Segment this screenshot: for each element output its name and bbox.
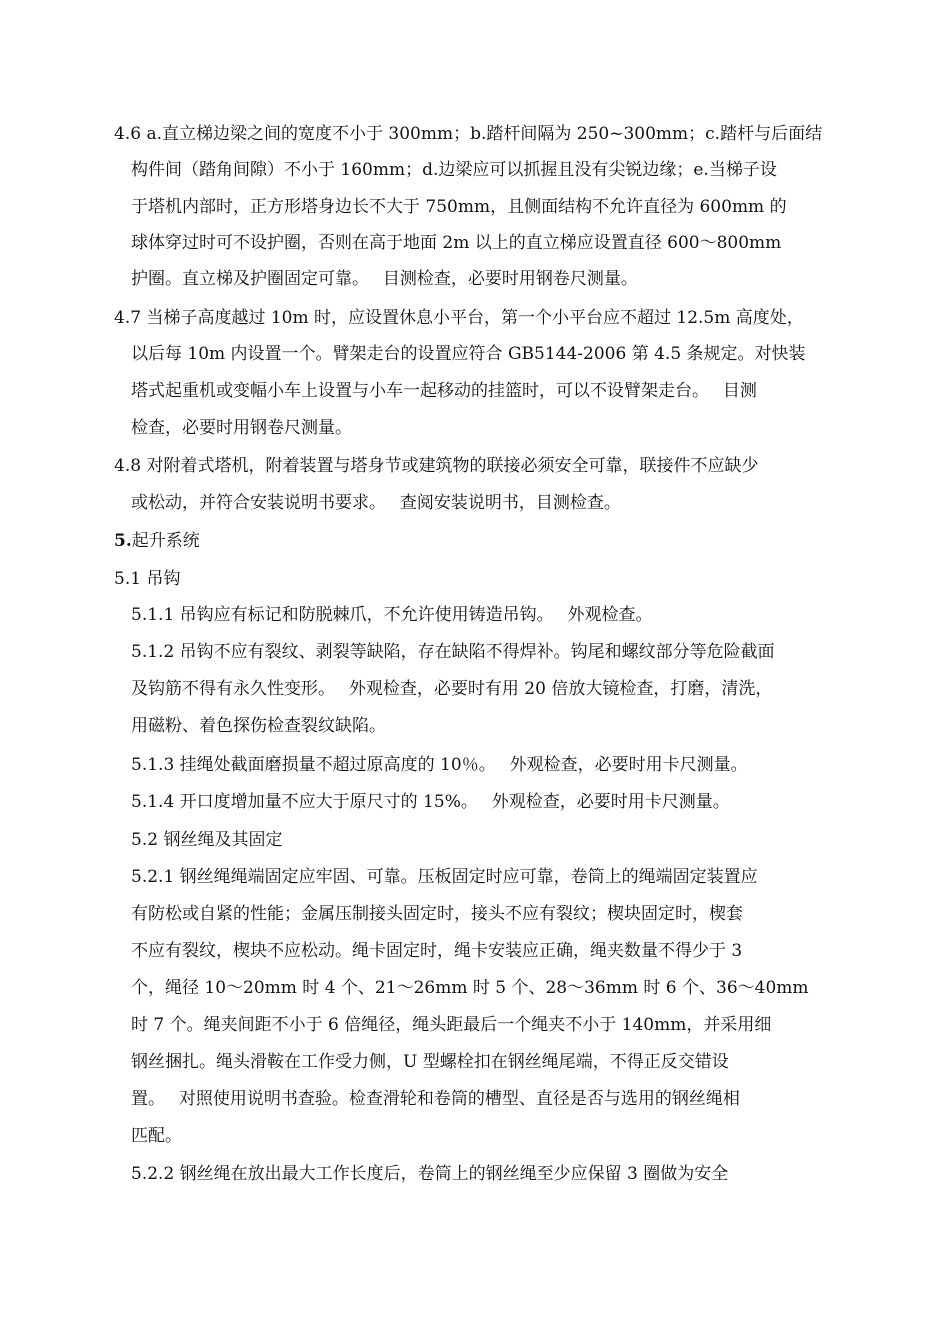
text-line-5-2-1-h: 匹配。 bbox=[131, 1126, 182, 1146]
text-line-4-7-d: 检查，必要时用钢卷尺测量。 bbox=[131, 418, 352, 438]
text-line-5-2-1-a: 5.2.1 钢丝绳绳端固定应牢固、可靠。压板固定时应可靠，卷筒上的绳端固定装置应 bbox=[131, 867, 758, 887]
text-line-5-2-1-e: 时 7 个。绳夹间距不小于 6 倍绳径，绳头距最后一个绳夹不小于 140mm，并采用细 bbox=[131, 1015, 772, 1035]
text-line-5-2-1-c: 不应有裂纹，楔块不应松动。绳卡固定时，绳卡安装应正确，绳夹数量不得少于 3 bbox=[131, 941, 743, 961]
text-line-5-1-1: 5.1.1 吊钩应有标记和防脱棘爪，不允许使用铸造吊钩。 外观检查。 bbox=[131, 605, 653, 625]
section-heading-5 bbox=[114, 530, 200, 552]
text-line-5-2-2: 5.2.2 钢丝绳在放出最大工作长度后，卷筒上的钢丝绳至少应保留 3 圈做为安全 bbox=[131, 1164, 729, 1184]
text-line-5-2-1-g: 置。 对照使用说明书查验。检查滑轮和卷筒的槽型、直径是否与选用的钢丝绳相 bbox=[131, 1089, 740, 1109]
text-line-5-1-2-b: 及钩筋不得有永久性变形。 外观检查，必要时有用 20 倍放大镜检查，打磨，清洗， bbox=[131, 679, 773, 699]
text-line-4-6-e: 护圈。直立梯及护圈固定可靠。 目测检查，必要时用钢卷尺测量。 bbox=[131, 269, 638, 289]
text-line-5-2-1-f: 钢丝捆扎。绳头滑鞍在工作受力侧，U 型螺栓扣在钢丝绳尾端，不得正反交错设 bbox=[131, 1052, 729, 1072]
subsection-heading-5-1: 5.1 吊钩 bbox=[114, 569, 181, 589]
text-line-5-2-1-b: 有防松或自紧的性能；金属压制接头固定时，接头不应有裂纹；楔块固定时，楔套 bbox=[131, 904, 743, 924]
text-line-4-7-b: 以后每 10m 内设置一个。臂架走台的设置应符合 GB5144-2006 第 4.5 条规定。对快装 bbox=[131, 344, 806, 364]
text-line-5-1-3: 5.1.3 挂绳处截面磨损量不超过原高度的 10％。 外观检查，必要时用卡尺测量。 bbox=[131, 755, 748, 775]
text-line-5-2-1-d: 个，绳径 10～20mm 时 4 个、21～26mm 时 5 个、28～36mm 时 6 个、36～40mm bbox=[131, 978, 809, 998]
text-line-4-6-c: 于塔机内部时，正方形塔身边长不大于 750mm，且侧面结构不允许直径为 600mm 的 bbox=[131, 197, 787, 217]
text-line-4-6-b: 构件间（踏角间隙）不小于 160mm；d.边梁应可以抓握且没有尖锐边缘；e.当梯子设 bbox=[131, 160, 777, 180]
text-line-4-7-a: 4.7 当梯子高度越过 10m 时，应设置休息小平台，第一个小平台应不超过 12.5m 高度处， bbox=[114, 308, 804, 328]
text-line-4-8-b: 或松动，并符合安装说明书要求。 查阅安装说明书，目测检查。 bbox=[131, 493, 621, 513]
text-line-4-7-c: 塔式起重机或变幅小车上设置与小车一起移动的挂篮时，可以不设臂架走台。 目测 bbox=[131, 381, 757, 401]
section-number: 5. bbox=[114, 531, 132, 551]
text-line-4-6-a: 4.6 a.直立梯边梁之间的宽度不小于 300mm；b.踏杆间隔为 250~300mm；c.踏杆与后面结 bbox=[114, 124, 823, 144]
text-line-5-1-4: 5.1.4 开口度增加量不应大于原尺寸的 15%。 外观检查，必要时用卡尺测量。 bbox=[131, 792, 730, 812]
text-line-5-1-2-c: 用磁粉、着色探伤检查裂纹缺陷。 bbox=[131, 716, 386, 736]
section-title: 起升系统 bbox=[131, 531, 200, 551]
text-line-5-1-2-a: 5.1.2 吊钩不应有裂纹、剥裂等缺陷，存在缺陷不得焊补。钩尾和螺纹部分等危险截面 bbox=[131, 642, 775, 662]
subsection-heading-5-2: 5.2 钢丝绳及其固定 bbox=[131, 830, 283, 850]
text-line-4-6-d: 球体穿过时可不设护圈，否则在高于地面 2m 以上的直立梯应设置直径 600～800mm bbox=[131, 233, 782, 253]
text-line-4-8-a: 4.8 对附着式塔机，附着装置与塔身节或建筑物的联接必须安全可靠，联接件不应缺少 bbox=[114, 456, 759, 476]
